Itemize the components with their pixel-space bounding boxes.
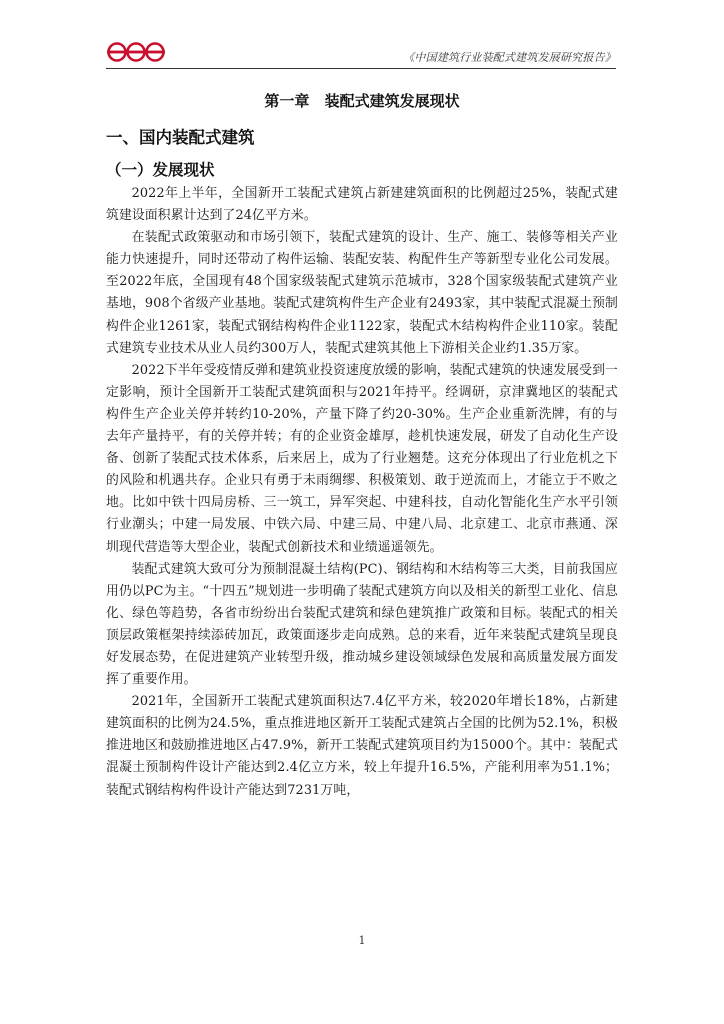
paragraph: 2022下半年受疫情反弹和建筑业投资速度放缓的影响，装配式建筑的快速发展受到一定影响，预计全国新开工装配式建筑面积与2021年持平。经调研，京津冀地区的装配式构件生产企业关停并转约10-20%，产量下降了约20-30%。生产企业重新洗牌，有的与去年产量持平，有的关停并转；有的企业资金雄厚，趁机快速发展，研发了自动化生产设备、创新了装配式技术体系，后来居上，成为了行业翘楚。这充分体现出了行业危机之下的风险和机遇共存。企业只有勇于未雨绸缪、积极策划、敢于逆流而上，才能立于不败之地。比如中铁十四局房桥、三一筑工，异军突起、中建科技，自动化智能化生产水平引领行业潮头；中建一局发展、中铁六局、中建三局、中建八局、北京建工、北京市燕通、深圳现代营造等大型企业，装配式创新技术和业绩遥遥领先。 [106, 362, 618, 555]
page-header [106, 38, 616, 69]
paragraph: 装配式建筑大致可分为预制混凝土结构(PC)、钢结构和木结构等三大类，目前我国应用仍以PC为主。“十四五”规划进一步明确了装配式建筑方向以及相关的新型工业化、信息化、绿色等趋势，各省市纷纷出台装配式建筑和绿色建筑推广政策和目标。装配式的相关顶层政策框架持续添砖加瓦，政策面逐步走向成熟。总的来看，近年来装配式建筑呈现良好发展态势，在促进建筑产业转型升级，推动城乡建设领域绿色发展和高质量发展方面发挥了重要作用。 [106, 561, 618, 688]
body-text [106, 183, 618, 802]
report-title: 《中国建筑行业装配式建筑发展研究报告》 [403, 51, 616, 64]
section-title: 一、国内装配式建筑 [106, 128, 255, 147]
page-number: 1 [358, 934, 366, 947]
company-logo-icon [106, 40, 166, 64]
paragraph: 2022年上半年，全国新开工装配式建筑占新建建筑面积的比例超过25%，装配式建筑建设面积累计达到了24亿平方米。 [106, 186, 618, 224]
paragraph: 在装配式政策驱动和市场引领下，装配式建筑的设计、生产、施工、装修等相关产业能力快速提升，同时还带动了构件运输、装配安装、构配件生产等新型专业化公司发展。至2022年底，全国现有48个国家级装配式建筑示范城市，328个国家级装配式建筑产业基地，908个省级产业基地。装配式建筑构件生产企业有2493家，其中装配式混凝土预制构件企业1261家，装配式钢结构构件企业1122家，装配式木结构构件企业110家。装配式建筑专业技术从业人员约300万人，装配式建筑其他上下游相关企业约1.35万家。 [106, 230, 618, 356]
paragraph: 2021年，全国新开工装配式建筑面积达7.4亿平方米，较2020年增长18%，占新建建筑面积的比例为24.5%，重点推进地区新开工装配式建筑占全国的比例为52.1%，积极推进地区和鼓励推进地区占47.9%，新开工装配式建筑项目约为15000个。其中：装配式混凝土预制构件设计产能达到2.4亿立方米，较上年提升16.5%，产能利用率为51.1%；装配式钢结构构件设计产能达到7231万吨， [106, 694, 618, 798]
chapter-title: 第一章 装配式建筑发展现状 [264, 92, 460, 110]
subsection-title: （一）发展现状 [106, 161, 215, 179]
